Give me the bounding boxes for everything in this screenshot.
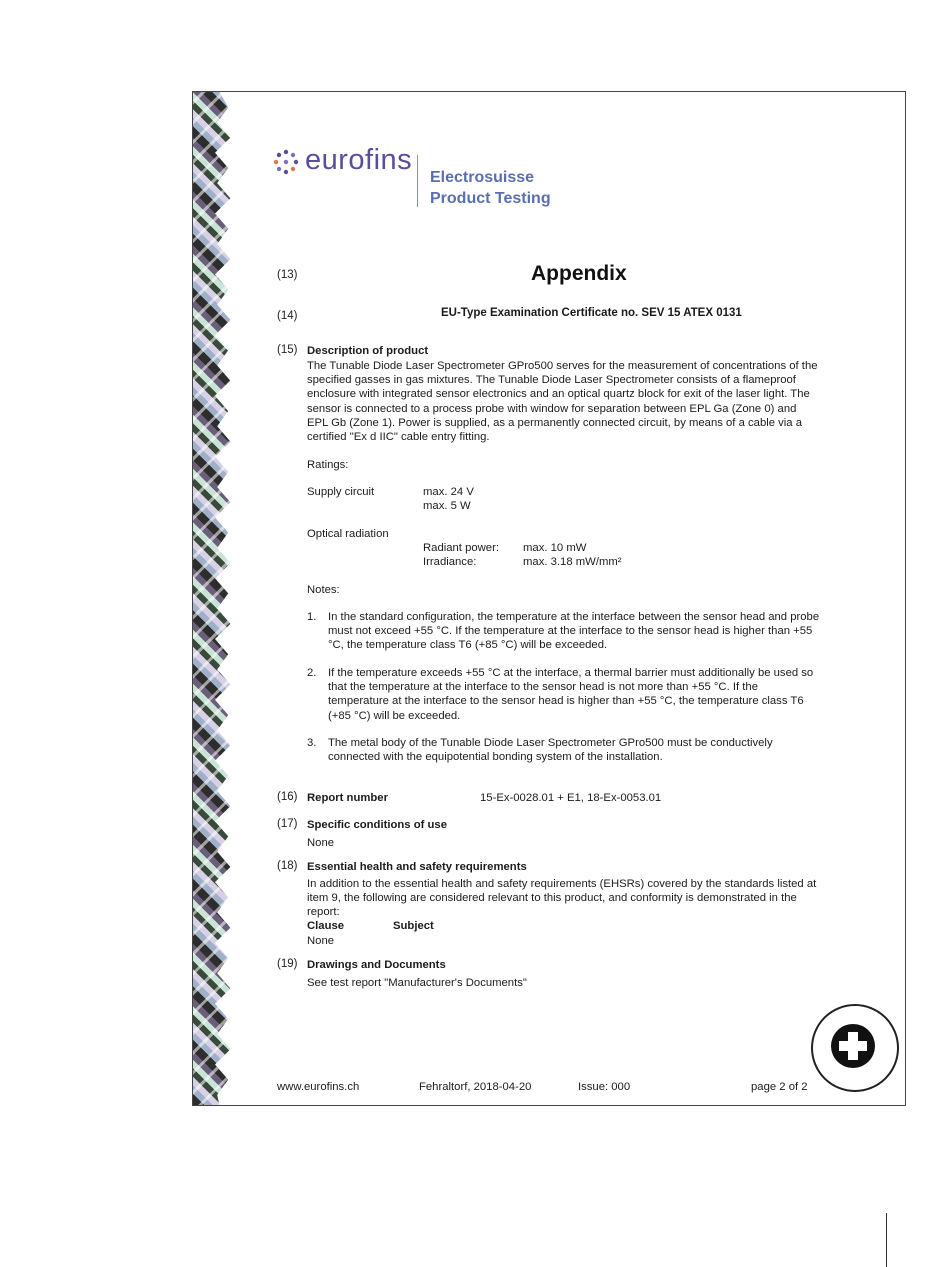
description-line: certified "Ex d IIC" cable entry fitting.: [307, 431, 490, 444]
note-line: If the temperature exceeds +55 °C at the interface, a thermal barrier must additionally be used so: [328, 667, 814, 679]
note-line: °C, the temperature class T6 (+85 °C) will be exceeded.: [328, 639, 608, 652]
ehsr-label: Essential health and safety requirements: [307, 861, 527, 873]
conditions-of-use-label: Specific conditions of use: [307, 819, 447, 831]
ehsr-line: report:: [307, 906, 340, 919]
note-line: that the temperature at the interface to the sensor head is not more than +55 °C. If the: [328, 681, 758, 694]
footer-page: page 2 of 2: [751, 1081, 808, 1093]
org-line-2: Product Testing: [430, 190, 551, 207]
section-15-number: (15): [277, 344, 298, 356]
footer-issue: Issue: 000: [578, 1081, 631, 1093]
report-number-label: Report number: [307, 792, 388, 804]
hologram-strip: [193, 92, 237, 1105]
org-line-1: Electrosuisse: [430, 169, 535, 186]
description-line: The Tunable Diode Laser Spectrometer GPro500 serves for the measurement of concentrations of the: [307, 360, 818, 372]
page-margin-rule: [886, 1213, 887, 1267]
certificate-number: EU-Type Examination Certificate no. SEV 15 ATEX 0131: [441, 307, 742, 319]
note-line: connected with the equipotential bonding system of the installation.: [328, 751, 663, 764]
description-line: enclosure with integrated sensor electronics and an optical quartz block for exit of the laser light. The: [307, 388, 810, 401]
report-number-value: 15-Ex-0028.01 + E1, 18-Ex-0053.01: [480, 792, 662, 804]
optical-radiation-label: Optical radiation: [307, 528, 389, 540]
ratings-label: Ratings:: [307, 459, 349, 471]
irradiance-label: Irradiance:: [423, 556, 477, 568]
section-17-number: (17): [277, 818, 298, 830]
supply-power: max. 5 W: [423, 500, 471, 512]
note-number: 2.: [307, 667, 317, 679]
notes-label: Notes:: [307, 584, 340, 596]
description-line: EPL Gb (Zone 1). Power is supplied, as a permanently connected circuit, by means of a cable via a: [307, 416, 803, 429]
page-title: Appendix: [531, 262, 627, 285]
org-name: [430, 167, 551, 209]
radiant-power-value: max. 10 mW: [523, 542, 587, 554]
ehsr-line: item 9, the following are considered relevant to this product, and conformity is demonstrated in the: [307, 892, 797, 905]
ehsr-text: [307, 877, 863, 920]
section-16-number: (16): [277, 791, 298, 803]
note-line: must not exceed +55 °C. If the temperature at the interface to the sensor head is higher than +55: [328, 625, 813, 638]
note-item: [328, 666, 868, 723]
logo-divider: [417, 155, 418, 207]
description-line: sensor is connected to a process probe with window for separation between EPL Ga (Zone 0) and: [307, 402, 797, 415]
supply-voltage: max. 24 V: [423, 486, 474, 498]
note-line: temperature at the interface to the sensor head is higher than +55 °C, the temperature class T6: [328, 695, 804, 708]
description-line: specified gasses in gas mixtures. The Tunable Diode Laser Spectrometer consists of a flameproof: [307, 374, 796, 387]
eurofins-logo-icon: [273, 149, 299, 175]
conditions-of-use-value: None: [307, 837, 335, 849]
ehsr-value: None: [307, 935, 335, 947]
accreditation-seal-icon: [811, 1004, 899, 1092]
supply-circuit-label: Supply circuit: [307, 486, 375, 498]
note-line: (+85 °C) will be exceeded.: [328, 709, 461, 722]
note-line: In the standard configuration, the temperature at the interface between the sensor head and probe: [328, 611, 820, 623]
section-19-number: (19): [277, 958, 298, 970]
radiant-power-label: Radiant power:: [423, 542, 499, 554]
drawings-value: See test report "Manufacturer's Documents": [307, 977, 527, 989]
section-15-title: Description of product: [307, 345, 429, 357]
note-item: [328, 736, 868, 764]
product-description: [307, 359, 863, 444]
clause-column-header: Clause: [307, 920, 345, 932]
drawings-label: Drawings and Documents: [307, 959, 446, 971]
note-item: [328, 610, 868, 653]
ehsr-line: In addition to the essential health and safety requirements (EHSRs) covered by the standards listed at: [307, 878, 817, 890]
certificate-page: [192, 91, 906, 1106]
swiss-cross-icon: [831, 1024, 875, 1068]
section-14-number: (14): [277, 310, 298, 322]
section-13-number: (13): [277, 269, 298, 281]
note-number: 3.: [307, 737, 317, 749]
section-18-number: (18): [277, 860, 298, 872]
irradiance-value: max. 3.18 mW/mm²: [523, 556, 622, 568]
footer-website: www.eurofins.ch: [277, 1081, 360, 1093]
note-number: 1.: [307, 611, 317, 623]
note-line: The metal body of the Tunable Diode Laser Spectrometer GPro500 must be conductively: [328, 737, 773, 749]
subject-column-header: Subject: [393, 920, 434, 932]
footer-place-date: Fehraltorf, 2018-04-20: [419, 1081, 532, 1093]
brand-name: eurofins: [305, 144, 413, 176]
